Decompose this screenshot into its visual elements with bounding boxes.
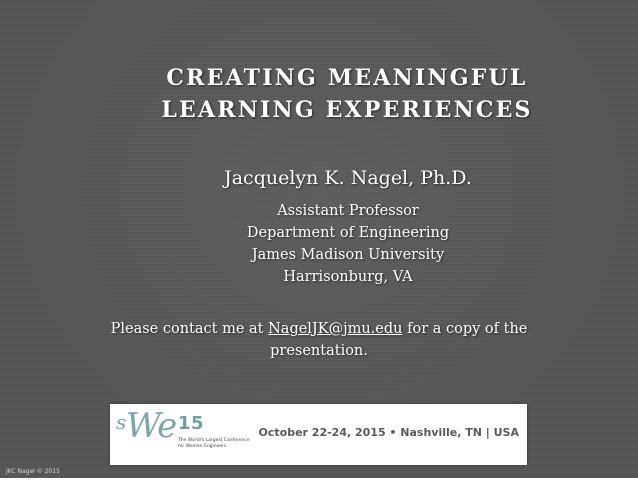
- slide-title: [0, 62, 638, 126]
- contact-note: [0, 318, 638, 362]
- contact-line-2: presentation.: [270, 343, 368, 359]
- swe15-logo: [116, 408, 256, 461]
- contact-prefix: Please contact me at: [110, 321, 269, 337]
- email-link[interactable]: NagelJK@jmu.edu: [268, 321, 403, 337]
- slide-title-line-1: CREATING MEANINGFUL: [166, 65, 528, 91]
- contact-line-1: [0, 318, 638, 340]
- conference-banner: [110, 404, 527, 465]
- author-department: Department of Engineering: [246, 225, 450, 241]
- logo-s-mark: s: [116, 410, 127, 434]
- copyright-note: JKC Nagel © 2015: [6, 468, 60, 475]
- author-position: Assistant Professor: [277, 203, 419, 219]
- logo-tagline-line-2: for Women Engineers: [178, 444, 227, 449]
- logo-year: 15: [178, 413, 205, 434]
- author-university: James Madison University: [251, 247, 445, 263]
- logo-we-mark: We: [126, 406, 177, 446]
- logo-tagline-line-1: The World's Largest Conference: [178, 438, 250, 443]
- logo-tagline: [178, 438, 258, 450]
- author-location: Harrisonburg, VA: [283, 269, 413, 285]
- event-info: October 22-24, 2015 • Nashville, TN | USA: [258, 426, 519, 439]
- author-name: Jacquelyn K. Nagel, Ph.D.: [224, 167, 472, 189]
- contact-suffix: for a copy of the: [402, 321, 528, 337]
- author-details: [0, 200, 638, 288]
- slide-title-line-2: LEARNING EXPERIENCES: [161, 97, 533, 123]
